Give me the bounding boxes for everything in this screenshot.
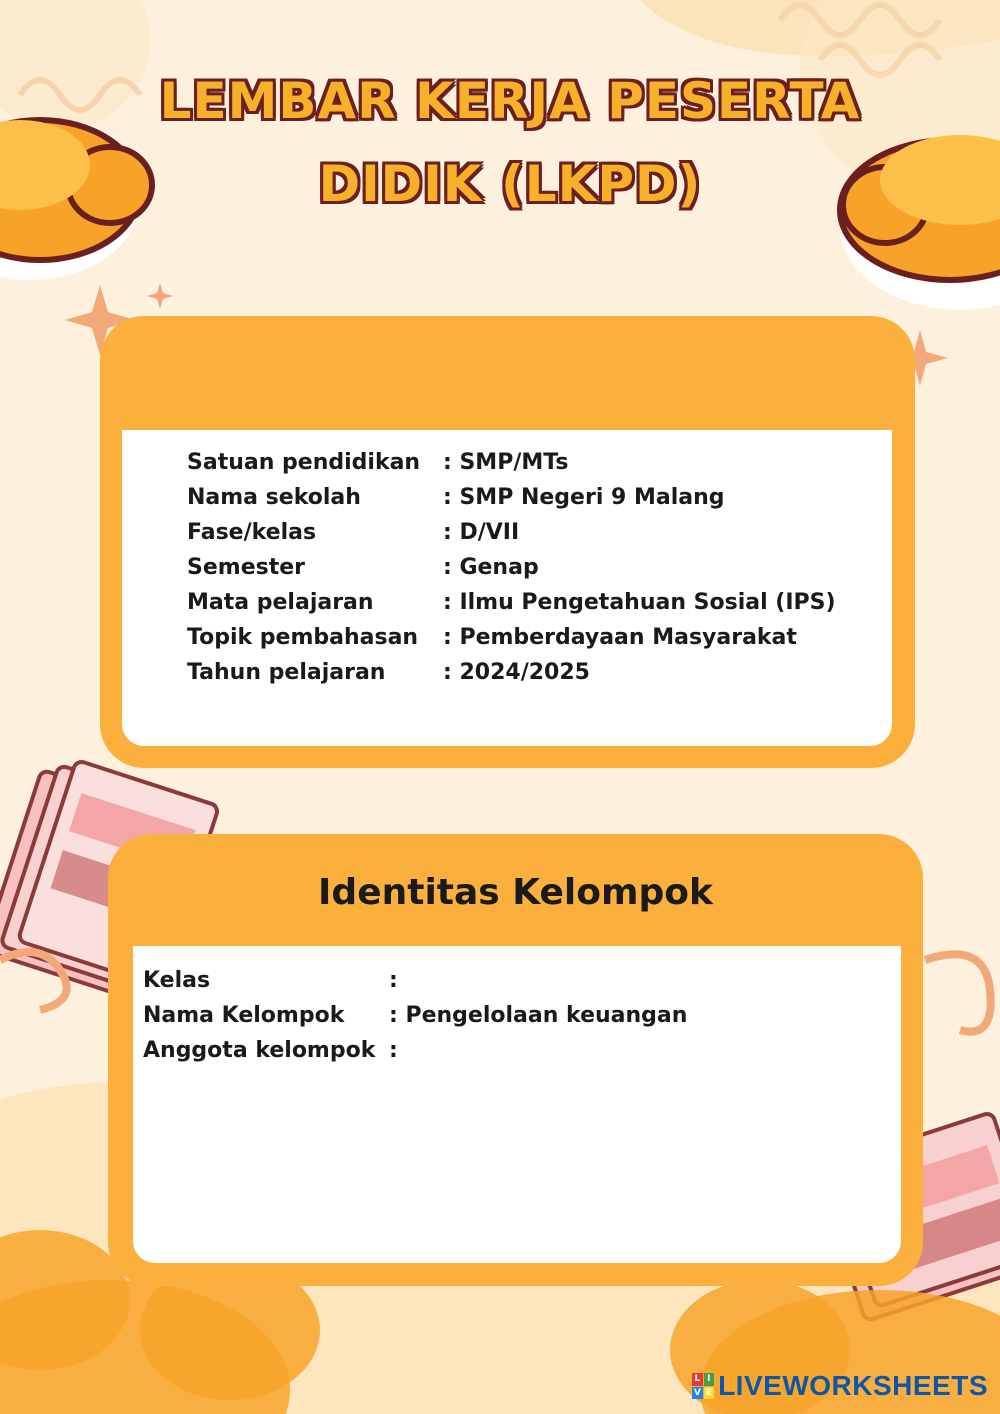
- liveworksheets-logo[interactable]: [692, 1368, 988, 1404]
- info-value: : Genap: [443, 555, 539, 580]
- info-label: Topik pembahasan: [187, 625, 419, 650]
- info-value: : SMP Negeri 9 Malang: [443, 485, 725, 510]
- info-value: : Ilmu Pengetahuan Sosial (IPS): [443, 590, 836, 615]
- school-info-card: [100, 316, 915, 768]
- liveworksheets-badge-icon: L I V E: [692, 1373, 714, 1399]
- info-label: Satuan pendidikan: [187, 450, 421, 475]
- group-card-title: Identitas Kelompok: [318, 872, 713, 913]
- info-label: Semester: [187, 555, 305, 580]
- info-value: : D/VII: [443, 520, 520, 545]
- info-value: : 2024/2025: [443, 660, 590, 685]
- info-value: : SMP/MTs: [443, 450, 569, 475]
- group-label: Kelas: [143, 968, 211, 993]
- group-value-nama-kelompok[interactable]: : Pengelolaan keuangan: [389, 1003, 688, 1028]
- liveworksheets-logo-text: LIVEWORKSHEETS: [718, 1370, 988, 1401]
- info-value: : Pemberdayaan Masyarakat: [443, 625, 797, 650]
- group-label: Nama Kelompok: [143, 1003, 345, 1028]
- group-value-anggota[interactable]: :: [389, 1038, 398, 1063]
- page-title-line-2: DIDIK (LKPD): [318, 155, 702, 213]
- info-label: Nama sekolah: [187, 485, 361, 510]
- group-identity-panel: [133, 946, 901, 1263]
- page-title-line-1: LEMBAR KERJA PESERTA: [159, 72, 861, 130]
- group-identity-card: [108, 834, 923, 1286]
- group-value-kelas[interactable]: :: [389, 968, 398, 993]
- info-label: Mata pelajaran: [187, 590, 374, 615]
- group-label: Anggota kelompok: [143, 1038, 376, 1063]
- school-info-panel: [122, 430, 892, 746]
- info-label: Tahun pelajaran: [187, 660, 386, 685]
- info-label: Fase/kelas: [187, 520, 317, 545]
